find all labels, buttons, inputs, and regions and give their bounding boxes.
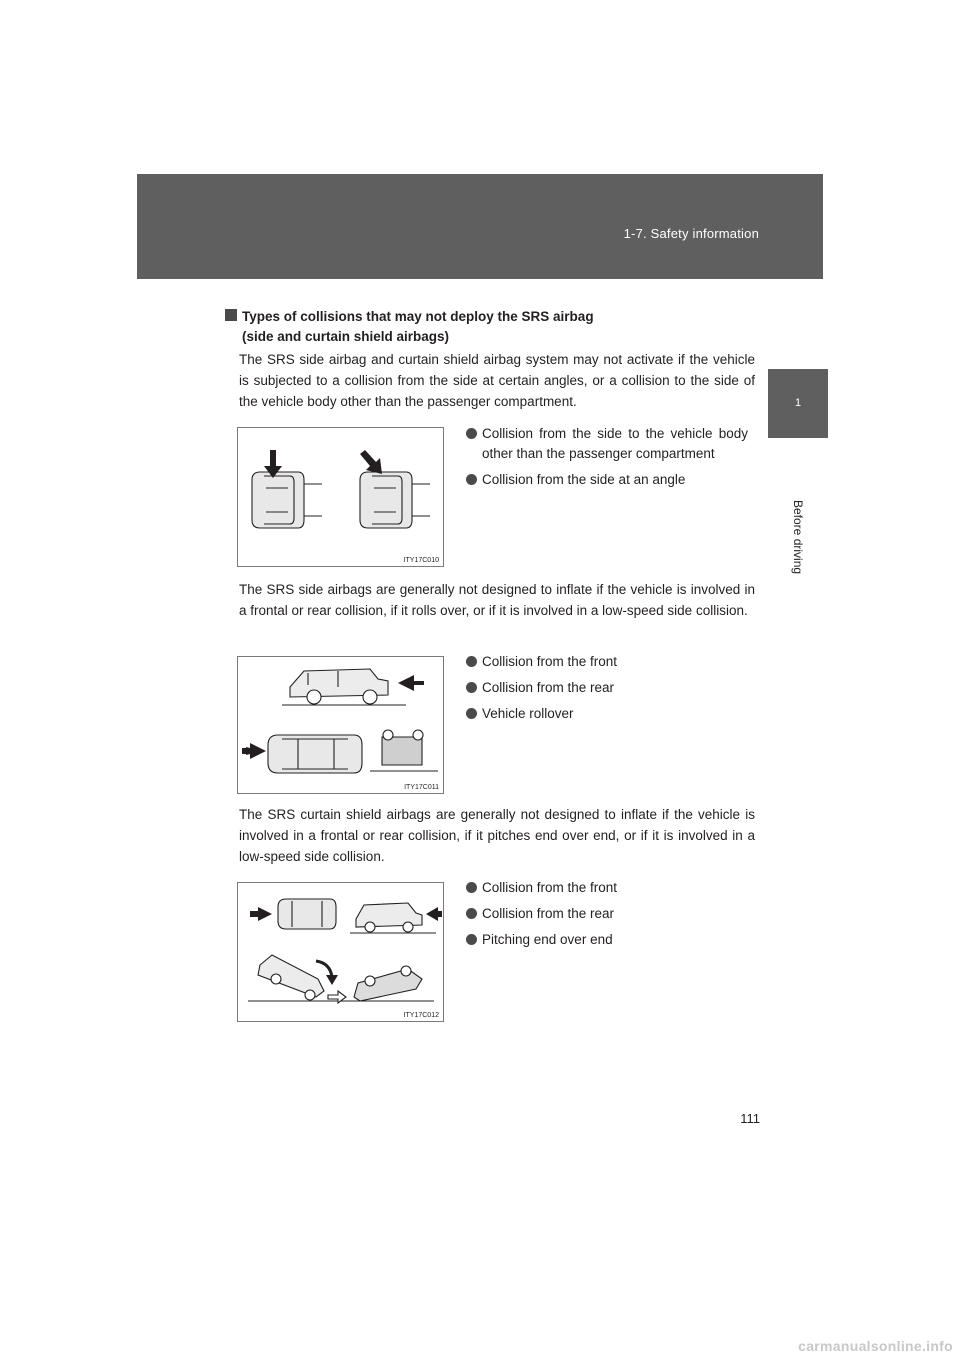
paragraph-2: The SRS side airbags are generally not designed to inflate if the vehicle is involved in a frontal or rear collision, if it rolls over, or if it is involved in a low-speed side collision.	[239, 582, 755, 618]
bullet-icon	[466, 682, 477, 693]
section-title: 1-7. Safety information	[623, 226, 759, 241]
bullet-list-2	[466, 652, 748, 730]
bullet-item: Collision from the rear	[466, 678, 748, 698]
figure-side-collision	[237, 427, 444, 567]
bullet-item: Vehicle rollover	[466, 704, 748, 724]
paragraph-1: The SRS side airbag and curtain shield airbag system may not activate if the vehicle is subjected to a collision from the side at certain angles, or a collision to the side of the vehicle body other than the passenger compartment.	[239, 352, 755, 409]
bullet-icon	[466, 908, 477, 919]
header-band	[137, 174, 823, 279]
chapter-label	[790, 500, 805, 580]
chapter-number: 1	[794, 397, 802, 409]
bullet-item: Collision from the side to the vehicle body other than the passenger compartment	[466, 424, 748, 464]
figure-code: ITY17C012	[403, 1012, 439, 1019]
heading-line-1: Types of collisions that may not deploy the SRS airbag	[242, 309, 594, 324]
bullet-item: Collision from the side at an angle	[466, 470, 748, 490]
front-rear-pitching-illustration	[238, 883, 443, 1021]
bullet-icon	[466, 656, 477, 667]
figure-code: ITY17C011	[404, 784, 439, 791]
bullet-item: Collision from the rear	[466, 904, 748, 924]
bullet-list-1	[466, 424, 748, 496]
bullet-icon	[466, 708, 477, 719]
bullet-list-3	[466, 878, 748, 956]
figure-code: ITY17C010	[403, 557, 439, 564]
chapter-label-text: Before driving	[791, 500, 805, 575]
page-number: 111	[740, 1111, 760, 1126]
heading-line-2: (side and curtain shield airbags)	[242, 329, 450, 344]
bullet-icon	[466, 934, 477, 945]
side-collision-illustration	[238, 428, 443, 566]
heading-square-icon	[225, 309, 237, 321]
bullet-icon	[466, 882, 477, 893]
bullet-icon	[466, 428, 477, 439]
bullet-item: Collision from the front	[466, 652, 748, 672]
bullet-icon	[466, 474, 477, 485]
paragraph-3: The SRS curtain shield airbags are generally not designed to inflate if the vehicle is involved in a frontal or rear collision, if it pitches end over end, or if it is involved in a low-speed side collision.	[239, 807, 755, 864]
footer-watermark[interactable]: carmanualsonline.info	[798, 1338, 953, 1354]
bullet-item: Collision from the front	[466, 878, 748, 898]
front-rear-rollover-illustration	[238, 657, 443, 793]
figure-side-airbag-exceptions	[237, 656, 444, 794]
chapter-tab[interactable]	[768, 369, 828, 438]
figure-curtain-airbag-exceptions	[237, 882, 444, 1022]
bullet-item: Pitching end over end	[466, 930, 748, 950]
